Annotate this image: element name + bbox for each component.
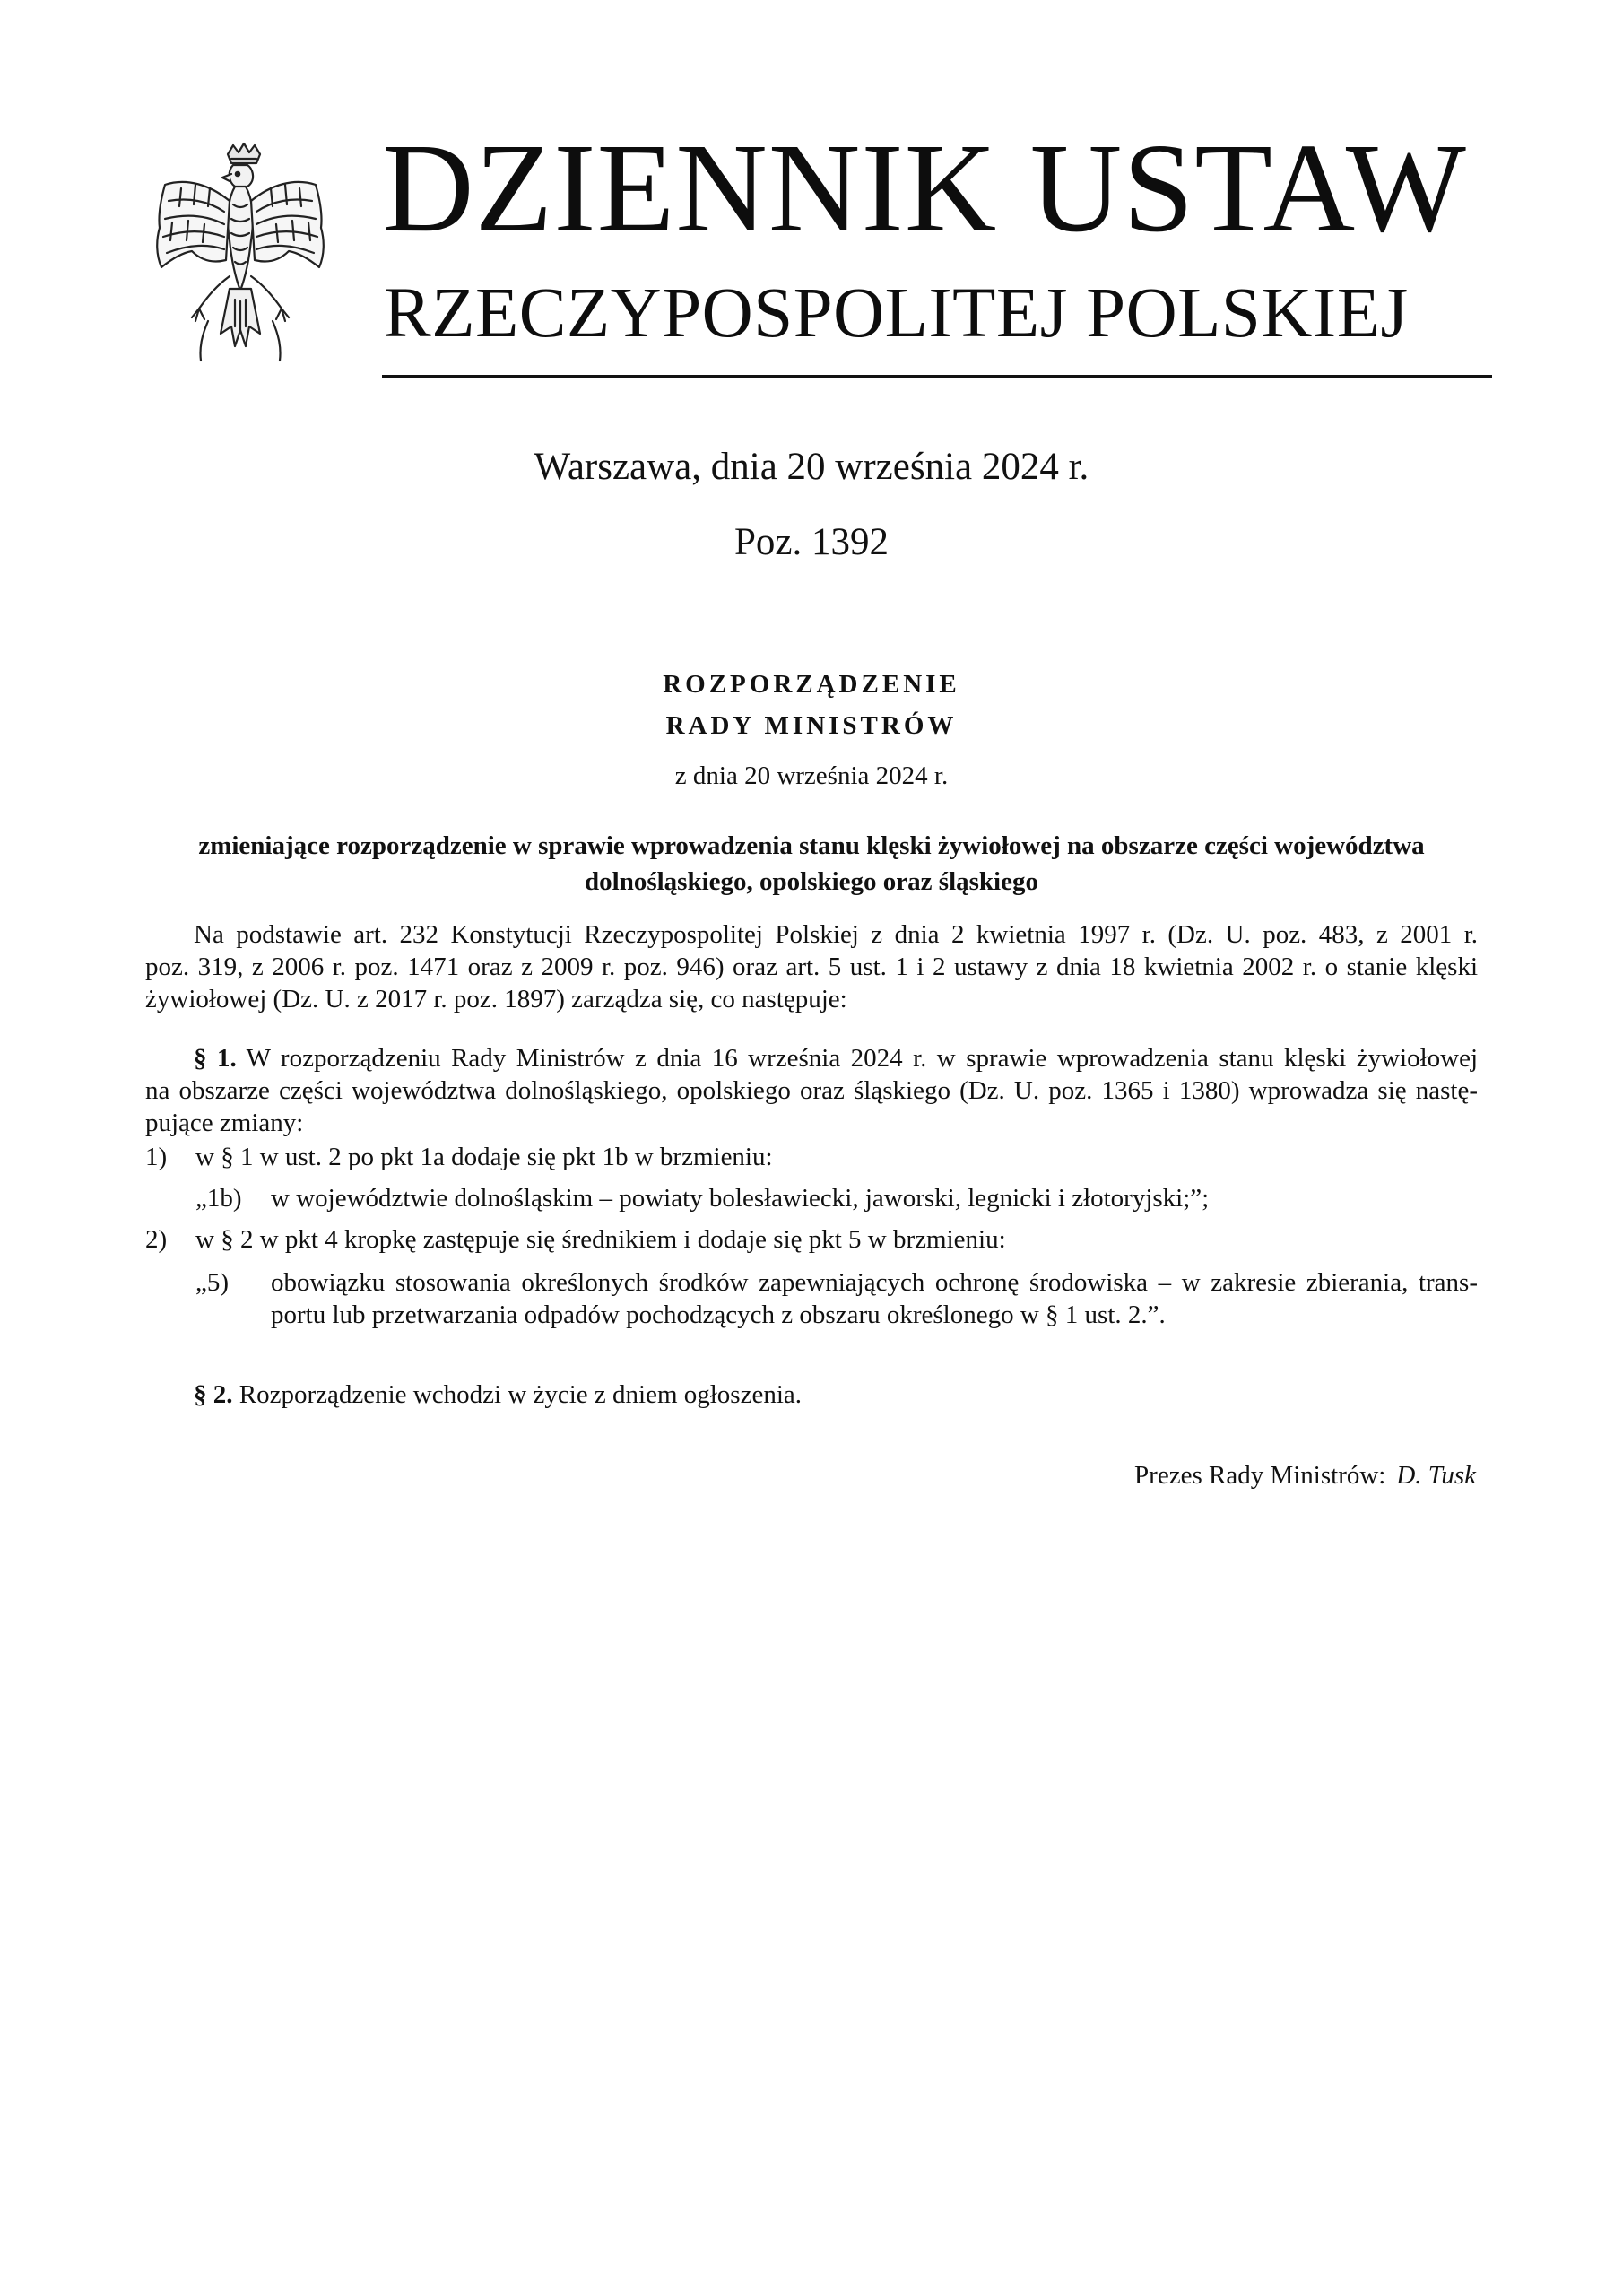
quote-line: w województwie dolnośląskim – powiaty bolesławiecki, jaworski, legnicki i złotoryjski;”; [271, 1184, 1210, 1213]
journal-title: DZIENNIK USTAW [382, 117, 1467, 258]
paragraph-line: Na podstawie art. 232 Konstytucji Rzeczypospolitej Polskiej z dnia 2 kwietnia 1997 r. (Dz. U. poz. 483, z 2001 r. [194, 920, 1478, 949]
issue-date: Warszawa, dnia 20 września 2024 r. [534, 446, 1089, 488]
act-date: z dnia 20 września 2024 r. [674, 761, 949, 790]
paragraph-line: pujące zmiany: [145, 1109, 304, 1137]
quote-line: portu lub przetwarzania odpadów pochodzących z obszaru określonego w § 1 ust. 2.”. [271, 1300, 1166, 1329]
section-2-mark: § 2. [194, 1380, 233, 1409]
quote-line: obowiązku stosowania określonych środków zapewniających ochronę środowiska – w zakresie zbierania, trans- [271, 1268, 1478, 1297]
quote-point-number: „1b) [195, 1184, 242, 1213]
amendment-item-text: w § 1 w ust. 2 po pkt 1a dodaje się pkt 1b w brzmieniu: [195, 1143, 773, 1171]
paragraph-line [145, 1378, 1478, 1411]
section-1-mark: § 1. [194, 1044, 237, 1073]
paragraph-line: na obszarze części województwa dolnośląskiego, opolskiego oraz śląskiego (Dz. U. poz. 1365 i 1380) wprowadza się nastę- [145, 1076, 1478, 1105]
amendment-item-text: w § 2 w pkt 4 kropkę zastępuje się średnikiem i dodaje się pkt 5 w brzmieniu: [195, 1225, 1006, 1254]
amendment-item-number: 1) [145, 1143, 168, 1171]
section-2-text: Rozporządzenie wchodzi w życie z dniem ogłoszenia. [239, 1380, 803, 1409]
act-issuer-heading: RADY MINISTRÓW [665, 711, 958, 740]
polish-eagle-emblem-icon [145, 142, 335, 375]
section-1 [145, 1042, 1478, 1139]
quote-point-number: „5) [195, 1268, 230, 1297]
act-subject [161, 828, 1462, 900]
signature-block [1134, 1461, 1476, 1491]
amendment-item-number: 2) [145, 1225, 168, 1254]
amendment-quote [195, 1182, 1478, 1214]
signatory-role: Prezes Rady Ministrów: [1134, 1461, 1386, 1490]
paragraph-line: żywiołowej (Dz. U. z 2017 r. poz. 1897) zarządza się, co następuje: [145, 985, 847, 1013]
act-subject-line: zmieniające rozporządzenie w sprawie wprowadzenia stanu klęski żywiołowej na obszarze części województwa [198, 831, 1425, 860]
journal-subtitle: RZECZYPOSPOLITEJ POLSKIEJ [384, 274, 1409, 352]
signatory-name: D. Tusk [1396, 1461, 1476, 1490]
act-subject-line: dolnośląskiego, opolskiego oraz śląskiego [585, 867, 1038, 896]
masthead-divider [382, 375, 1492, 378]
section-1-text: W rozporządzeniu Rady Ministrów z dnia 16 września 2024 r. w sprawie wprowadzenia stanu klęski żywiołowej [246, 1044, 1479, 1073]
paragraph-line [145, 1042, 1478, 1074]
paragraph-line: poz. 319, z 2006 r. poz. 1471 oraz z 2009 r. poz. 946) oraz art. 5 ust. 1 i 2 ustawy z dnia 18 kwietnia 2002 r. o stanie klęski [145, 952, 1478, 981]
amendment-quote [195, 1266, 1478, 1331]
issue-position: Poz. 1392 [734, 521, 889, 563]
legal-basis-paragraph [145, 918, 1478, 1015]
section-2 [145, 1378, 1478, 1411]
act-type-heading: ROZPORZĄDZENIE [663, 670, 960, 699]
